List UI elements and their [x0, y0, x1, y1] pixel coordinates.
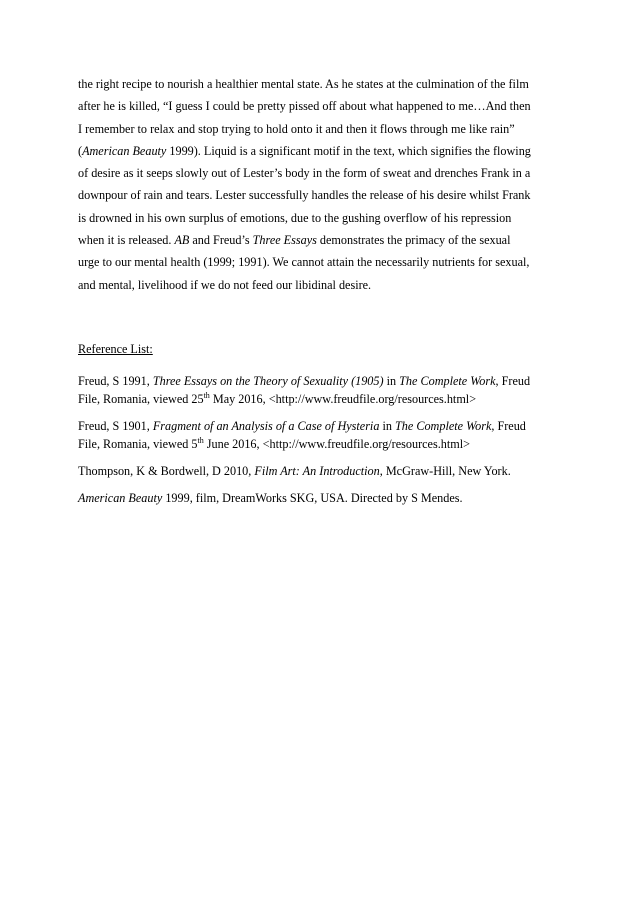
text-run: after he is killed, “I guess I could be pretty pissed off about what happened to me…And then [78, 99, 531, 114]
italic-text-run: Three Essays on the Theory of Sexuality (1905) [152, 374, 384, 388]
text-run: , Freud [491, 419, 526, 433]
text-run: 1999, film, DreamWorks SKG, USA. Directed by S Mendes. [162, 491, 463, 505]
reference-entry-line [78, 372, 568, 390]
italic-text-run: American Beauty [78, 491, 163, 505]
italic-text-run: Three Essays [252, 233, 317, 248]
essay-body-paragraph [78, 73, 568, 296]
text-run: and Freud’s [189, 233, 253, 248]
reference-entry [78, 372, 568, 408]
text-run: Freud, S 1991, [78, 374, 153, 388]
reference-entry [78, 489, 568, 507]
reference-entry-line [78, 489, 568, 507]
text-run: Thompson, K & Bordwell, D 2010, [78, 464, 255, 478]
text-run: I remember to relax and stop trying to hold onto it and then it flows through me like rain” [78, 121, 515, 136]
text-run: of desire as it seeps slowly out of Lester’s body in the form of sweat and drenches Frank in a [78, 166, 531, 181]
paragraph-line [78, 184, 568, 206]
text-run: and mental, livelihood if we do not feed our libidinal desire. [78, 277, 372, 292]
reference-entries [78, 372, 568, 507]
text-run: June 2016, <http://www.freudfile.org/resources.html> [203, 437, 470, 451]
text-run: ( [78, 143, 83, 158]
text-run: downpour of rain and tears. Lester successfully handles the release of his desire whilst Frank [78, 188, 531, 203]
reference-entry [78, 417, 568, 453]
superscript-text: th [203, 390, 210, 400]
text-run: in [379, 419, 395, 433]
paragraph-line [78, 251, 568, 273]
text-run: Freud, S 1901, [78, 419, 153, 433]
reference-entry-line [78, 417, 568, 435]
text-run: the right recipe to nourish a healthier mental state. As he states at the culmination of the film [78, 77, 529, 91]
text-run: is drowned in his own surplus of emotions, due to the gushing overflow of his repression [78, 210, 512, 225]
paragraph-line [78, 207, 568, 229]
text-run: demonstrates the primacy of the sexual [316, 233, 511, 248]
italic-text-run: Film Art: An Introduction [254, 464, 380, 478]
italic-text-run: Fragment of an Analysis of a Case of Hysteria [152, 419, 380, 433]
paragraph-line [78, 162, 568, 184]
text-run: urge to our mental health (1999; 1991). We cannot attain the necessarily nutrients for sexual, [78, 255, 530, 270]
text-run: when it is released. [78, 233, 175, 248]
reference-list-section [78, 340, 568, 516]
paragraph-line [78, 140, 568, 162]
reference-entry [78, 462, 568, 480]
reference-list-heading: Reference List: [78, 342, 153, 356]
paragraph-line [78, 229, 568, 251]
text-run: File, Romania, viewed 5 [78, 437, 198, 451]
text-run: in [383, 374, 400, 388]
italic-text-run: AB [174, 233, 190, 248]
text-run: May 2016, <http://www.freudfile.org/resources.html> [209, 392, 477, 406]
italic-text-run: The Complete Work [395, 419, 492, 433]
paragraph-line [78, 95, 568, 117]
superscript-text: th [197, 435, 204, 445]
text-run: 1999). Liquid is a significant motif in the text, which signifies the flowing [166, 143, 531, 158]
paragraph-line [78, 73, 568, 95]
italic-text-run: American Beauty [82, 143, 167, 158]
text-run: File, Romania, viewed 25 [78, 392, 204, 406]
reference-entry-line [78, 462, 568, 480]
paragraph-line [78, 274, 568, 296]
text-run: , McGraw-Hill, New York. [379, 464, 511, 478]
reference-entry-line [78, 435, 568, 453]
text-run: , Freud [495, 374, 531, 388]
italic-text-run: The Complete Work [399, 374, 496, 388]
paragraph-line [78, 118, 568, 140]
reference-entry-line [78, 390, 568, 408]
